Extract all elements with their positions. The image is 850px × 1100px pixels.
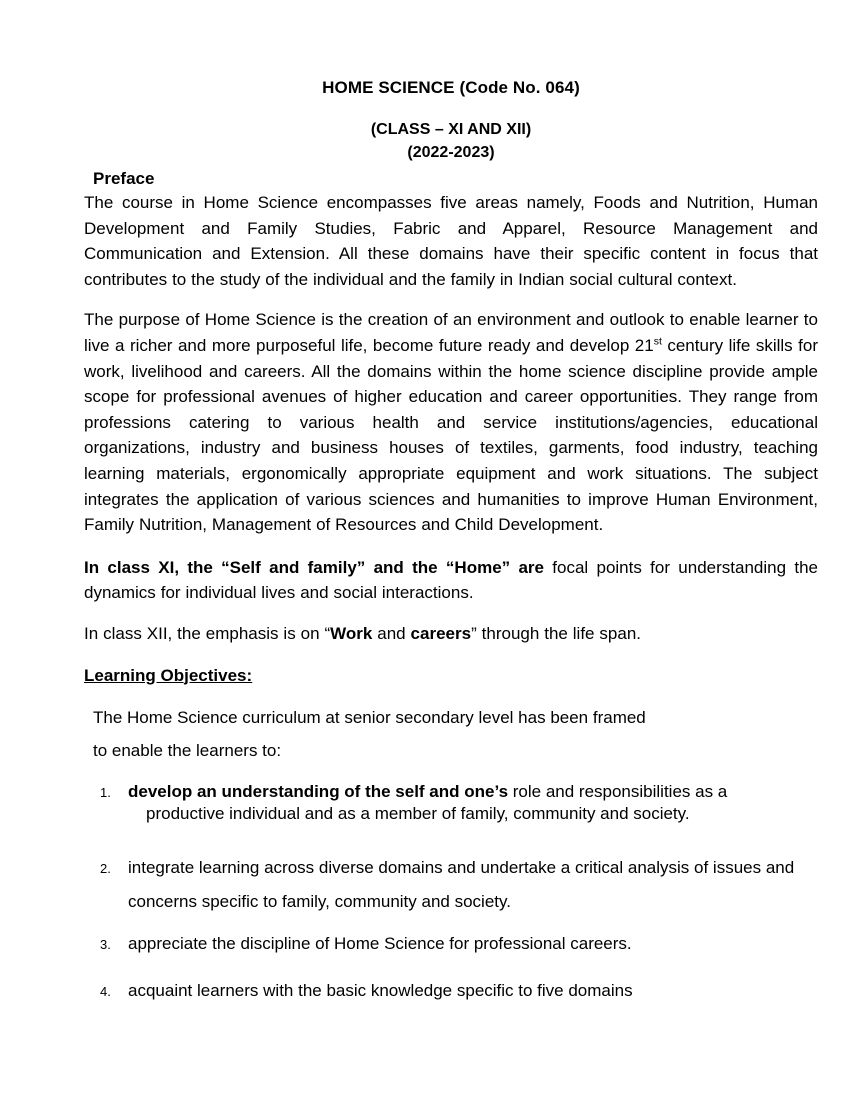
document-subtitle-class: (CLASS – XI AND XII) (370, 121, 532, 138)
document-body (84, 168, 818, 1004)
preface-paragraph-1: The course in Home Science encompasses five areas namely, Foods and Nutrition, Human Development and Family Studies, Fabric and Apparel, Resource Management and Communication and Extension. All these domains have their specific content in focus that contributes to the study of the individual and the family in Indian social cultural context. (84, 193, 818, 289)
list-item-number: 2. (100, 860, 111, 876)
list-item-number: 3. (100, 936, 111, 952)
list-item (84, 851, 818, 919)
preface-heading: Preface (93, 169, 155, 188)
list-item-rest-text: role and responsibilities as a (508, 781, 728, 801)
list-item-text: integrate learning across diverse domains and undertake a critical analysis of issues and concerns specific to family, community and society. (128, 857, 795, 911)
learning-objectives-intro (93, 701, 818, 767)
learning-objectives-list (84, 781, 818, 1004)
paragraph-2-text-a: The purpose of Home Science is the creation of an environment and outlook to enable learner to live a richer and more purposeful life, become future ready and develop 21 (84, 310, 818, 355)
paragraph-4-tail: ” through the life span. (471, 623, 642, 643)
document-subtitle-years: (2022-2023) (407, 144, 495, 161)
paragraph-4-mid: and (372, 623, 411, 643)
preface-paragraph-4 (84, 621, 818, 647)
learning-objectives-intro-line-1: The Home Science curriculum at senior secondary level has been framed (93, 707, 646, 727)
paragraph-3-bold-lead: In class XI, the “Self and family” and the “Home” are (84, 557, 544, 577)
paragraph-3-rest: focal points for understanding the dynamics for individual lives and social interactions. (84, 557, 818, 603)
list-item-bold-text: develop an understanding of the self and one’s (128, 781, 509, 801)
ordinal-superscript: st (653, 335, 662, 348)
list-item (84, 931, 818, 957)
list-item (84, 781, 818, 825)
list-item-text: appreciate the discipline of Home Science for professional careers. (128, 933, 632, 953)
list-item-line-2: productive individual and as a member of family, community and society. (146, 803, 690, 823)
preface-paragraph-2 (84, 307, 818, 537)
document-title: HOME SCIENCE (Code No. 064) (322, 78, 580, 97)
paragraph-4-bold-work: Work (330, 623, 373, 643)
list-item-text: acquaint learners with the basic knowledge specific to five domains (128, 980, 633, 1000)
list-item-number: 4. (100, 983, 111, 999)
learning-objectives-intro-line-2: to enable the learners to: (93, 740, 282, 760)
preface-paragraph-3 (84, 555, 818, 606)
list-item (84, 978, 818, 1004)
learning-objectives-section (84, 662, 818, 1004)
learning-objectives-heading: Learning Objectives: (84, 665, 253, 685)
paragraph-4-bold-careers: careers (410, 623, 472, 643)
paragraph-4-lead: In class XII, the emphasis is on “ (84, 623, 331, 643)
list-item-number: 1. (100, 784, 111, 800)
title-block (84, 76, 818, 164)
paragraph-2-text-b: century life skills for work, livelihood and careers. All the domains within the home science discipline provide ample scope for professional avenues of higher education and career opportunities. They range from professions catering to various health and service institutions/agencies, educational organizations, industry and business houses of textiles, garments, food industry, teaching learning materials, ergonomically appropriate equipment and work situations. The subject integrates the application of various sciences and humanities to improve Human Environment, Family Nutrition, Management of Resources and Child Development. (84, 335, 818, 535)
